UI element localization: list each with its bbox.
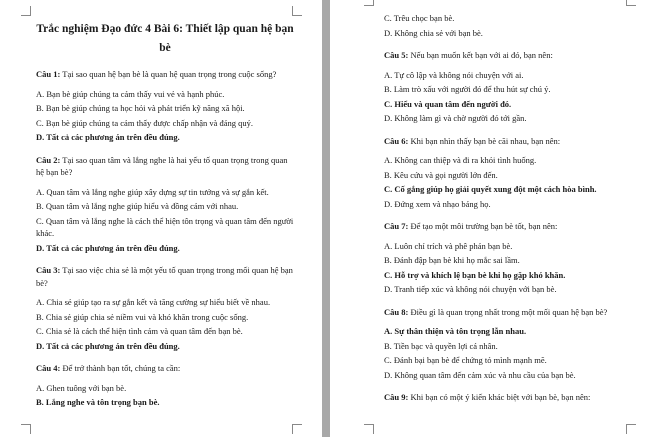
- answer-option: C. Chia sẻ là cách thể hiện tình cảm và quan tâm đến bạn bè.: [36, 326, 243, 336]
- question-number: Câu 4:: [36, 363, 61, 373]
- question-number: Câu 3:: [36, 265, 61, 275]
- answer-option-correct: A. Sự thân thiện và tôn trọng lẫn nhau.: [384, 326, 527, 336]
- answer-option: A. Luôn chỉ trích và phê phán bạn bè.: [384, 240, 513, 251]
- answer-option-correct: D. Tất cả các phương án trên đều đúng.: [36, 242, 180, 253]
- question-block: [36, 68, 294, 144]
- question-text: [36, 154, 294, 179]
- answer-option: C. Đánh bại bạn bè để chứng tỏ mình mạnh mẽ.: [384, 355, 547, 365]
- question-text: [384, 49, 634, 62]
- answer-option: D. Không quan tâm đến cảm xúc và nhu cầu của bạn bè.: [384, 369, 576, 380]
- crop-mark: [21, 6, 31, 16]
- question-prompt: Để trở thành bạn tốt, chúng ta cần:: [60, 363, 181, 373]
- question-block: [384, 391, 634, 404]
- question-prompt: Điều gì là quan trọng nhất trong một mối quan hệ bạn bè?: [408, 306, 608, 317]
- answer-option: D. Tranh tiếp xúc và không nói chuyện với bạn bè.: [384, 284, 557, 294]
- page-gutter: [322, 0, 330, 437]
- page-content: [36, 20, 294, 419]
- question-text: [384, 306, 634, 319]
- answer-option: A. Chia sẻ giúp tạo ra sự gắn kết và tăng cường sự hiểu biết về nhau.: [36, 297, 271, 307]
- answer-option-correct: B. Lắng nghe và tôn trọng bạn bè.: [36, 397, 160, 407]
- question-text: [36, 264, 294, 289]
- answer-option: B. Làm trò xấu với người đó để thu hút sự chú ý.: [384, 84, 551, 94]
- question-text: [36, 68, 294, 81]
- crop-mark: [21, 424, 31, 434]
- crop-mark: [626, 424, 636, 434]
- question-block: [36, 264, 294, 352]
- page-content: [384, 12, 634, 414]
- answer-option: A. Quan tâm và lắng nghe giúp xây dựng sự tin tưởng và sự gắn kết.: [36, 186, 269, 197]
- answer-option: A. Bạn bè giúp chúng ta cảm thấy vui vẻ và hạnh phúc.: [36, 88, 225, 99]
- answer-option: A. Ghen tuông với bạn bè.: [36, 382, 127, 393]
- question-number: Câu 5:: [384, 50, 409, 60]
- answer-option: B. Đánh đập bạn bè khi họ mắc sai lầm.: [384, 255, 520, 265]
- crop-mark: [364, 424, 374, 434]
- question-block: [384, 306, 634, 382]
- answer-option: B. Tiền bạc và quyền lợi cá nhân.: [384, 340, 498, 351]
- question-block: [36, 154, 294, 255]
- crop-mark: [364, 0, 374, 6]
- question-text: [384, 135, 634, 148]
- answer-option: B. Kêu cứu và gọi người lớn đến.: [384, 169, 498, 180]
- question-block: [384, 49, 634, 125]
- question-block: [36, 362, 294, 409]
- question-prompt: Tại sao quan tâm và lắng nghe là hai yếu tố quan trọng trong quan hệ bạn bè?: [36, 154, 288, 177]
- question-prompt: Tại sao quan hệ bạn bè là quan hệ quan trọng trong cuộc sống?: [60, 69, 277, 79]
- answer-option: D. Không làm gì và chờ người đó tới gần.: [384, 113, 527, 123]
- question-text: [384, 391, 634, 404]
- question-number: Câu 7:: [384, 221, 409, 231]
- question-block: [384, 135, 634, 211]
- answer-option: B. Chia sẻ giúp chia sẻ niềm vui và khó khăn trong cuộc sống.: [36, 311, 249, 322]
- question-prompt: Tại sao việc chia sẻ là một yếu tố quan trọng trong mối quan hệ bạn bè?: [36, 265, 293, 288]
- question-block: [384, 220, 634, 296]
- question-prompt: Khi bạn có một ý kiến khác biệt với bạn bè, bạn nên:: [408, 392, 591, 402]
- crop-mark: [292, 424, 302, 434]
- question-text: [384, 220, 634, 233]
- answer-option-correct: C. Hiểu và quan tâm đến người đó.: [384, 98, 512, 109]
- question-number: Câu 6:: [384, 135, 409, 146]
- question-number: Câu 9:: [384, 392, 409, 402]
- question-prompt: Để tạo một môi trường bạn bè tốt, bạn nên:: [408, 221, 558, 231]
- answer-option-correct: D. Tất cả các phương án trên đều đúng.: [36, 132, 180, 142]
- question-prompt: Nếu bạn muốn kết bạn với ai đó, bạn nên:: [408, 50, 553, 60]
- answer-option: C. Quan tâm và lắng nghe là cách thể hiện tôn trọng và quan tâm đến người khác.: [36, 215, 294, 238]
- answer-option: A. Tự cô lập và không nói chuyện với ai.: [384, 69, 524, 80]
- document-page-left: [0, 0, 322, 437]
- question-number: Câu 8:: [384, 306, 409, 317]
- answer-option: B. Bạn bè giúp chúng ta học hỏi và phát triển kỹ năng xã hội.: [36, 103, 245, 113]
- answer-option: A. Không can thiệp và đi ra khỏi tình huống.: [384, 155, 537, 165]
- answer-option-correct: C. Cố gắng giúp họ giải quyết xung đột một cách hòa bình.: [384, 184, 597, 194]
- document-page-right: [330, 0, 650, 437]
- crop-mark: [626, 0, 636, 6]
- question-prompt: Khi bạn nhìn thấy bạn bè cãi nhau, bạn nên:: [408, 135, 561, 146]
- question-number: Câu 1:: [36, 69, 61, 79]
- continued-options: [384, 12, 634, 39]
- question-list: [384, 49, 634, 404]
- answer-option: C. Bạn bè giúp chúng ta cảm thấy được chấp nhận và đáng quý.: [36, 117, 254, 128]
- question-number: Câu 2:: [36, 154, 61, 165]
- question-list: [36, 68, 294, 409]
- question-text: [36, 362, 294, 375]
- answer-option: C. Trêu chọc bạn bè.: [384, 13, 455, 23]
- document-title: Trắc nghiệm Đạo đức 4 Bài 6: Thiết lập quan hệ bạn bè: [36, 23, 294, 54]
- answer-option: B. Quan tâm và lắng nghe giúp hiểu và đồng cảm với nhau.: [36, 201, 239, 211]
- answer-option-correct: C. Hỗ trợ và khích lệ bạn bè khi họ gặp khó khăn.: [384, 269, 566, 280]
- crop-mark: [292, 6, 302, 16]
- answer-option: D. Không chia sẻ với bạn bè.: [384, 27, 483, 38]
- answer-option: D. Đứng xem và nhạo báng họ.: [384, 198, 491, 209]
- answer-option-correct: D. Tất cả các phương án trên đều đúng.: [36, 340, 180, 351]
